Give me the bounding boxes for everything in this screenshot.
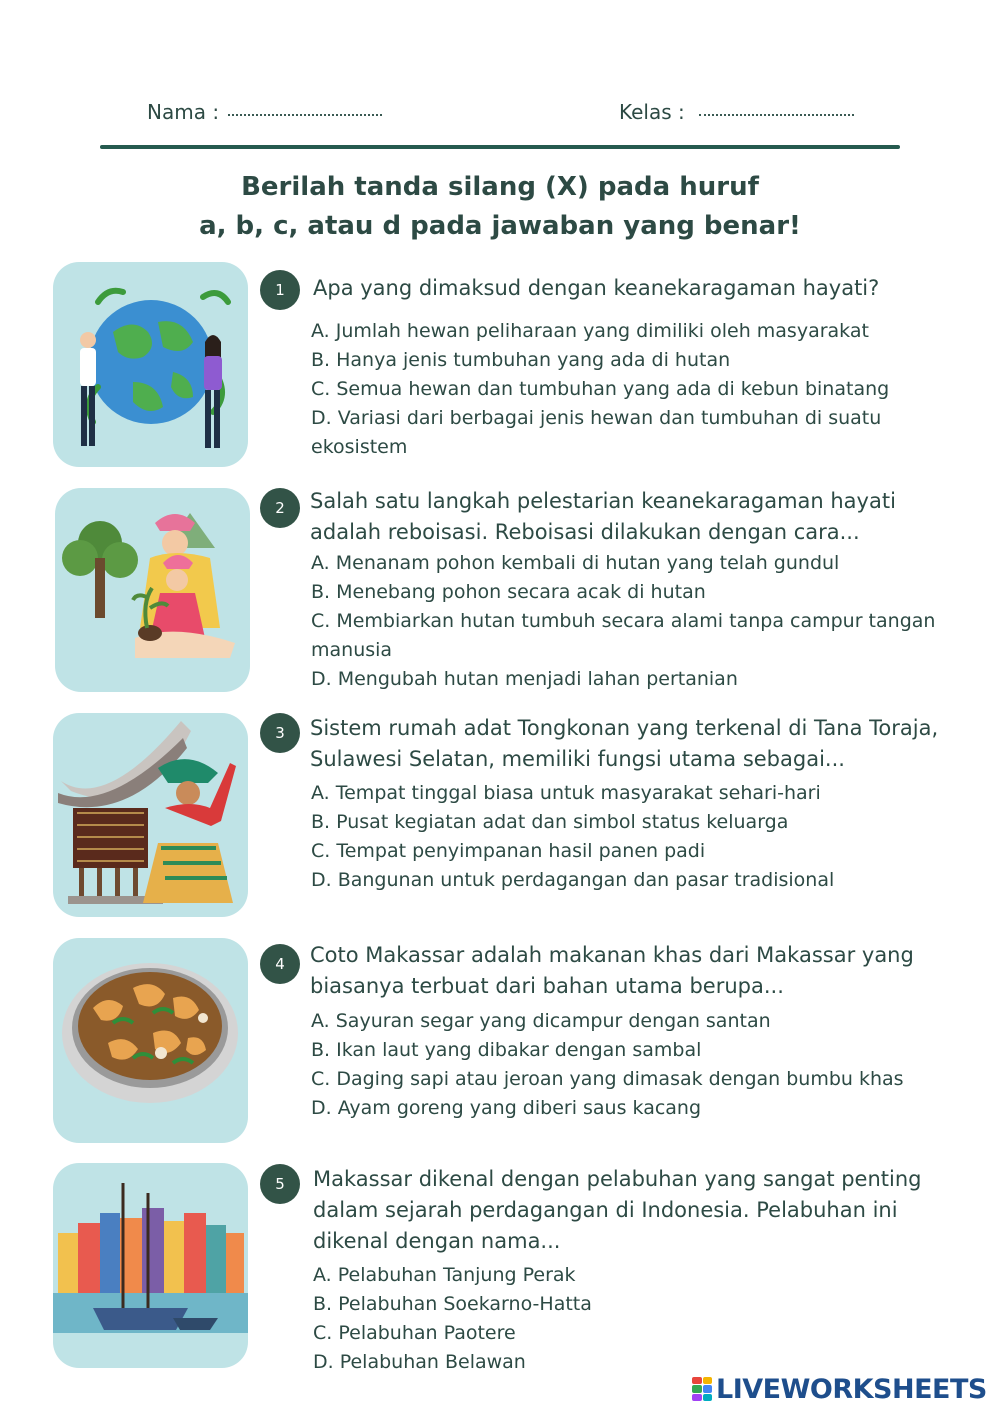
name-label: Nama : — [147, 100, 220, 124]
answer-option-c[interactable]: C. Tempat penyimpanan hasil panen padi — [311, 840, 706, 862]
answer-options — [313, 1261, 953, 1377]
class-blank-line[interactable] — [699, 114, 854, 116]
answer-option-d[interactable]: D. Variasi dari berbagai jenis hewan dan tumbuhan di suatu ekosistem — [311, 407, 882, 458]
answer-option-a[interactable]: A. Sayuran segar yang dicampur dengan santan — [311, 1010, 771, 1032]
answer-option-c[interactable]: C. Semua hewan dan tumbuhan yang ada di kebun binatang — [311, 378, 890, 400]
question-number-badge: 5 — [260, 1164, 300, 1204]
question-text: Coto Makassar adalah makanan khas dari Makassar yang biasanya terbuat dari bahan utama berupa... — [310, 943, 914, 998]
question-number-badge: 3 — [260, 713, 300, 753]
question-text: Salah satu langkah pelestarian keanekaragaman hayati adalah reboisasi. Reboisasi dilakukan dengan cara... — [310, 489, 896, 544]
liveworksheets-logo — [692, 1374, 987, 1404]
answer-option-b[interactable]: B. Menebang pohon secara acak di hutan — [311, 581, 706, 603]
answer-option-d[interactable]: D. Pelabuhan Belawan — [313, 1351, 526, 1373]
question-text: Sistem rumah adat Tongkonan yang terkenal di Tana Toraja, Sulawesi Selatan, memiliki fungsi utama sebagai... — [310, 716, 939, 771]
brand-name: LIVEWORKSHEETS — [716, 1373, 987, 1405]
answer-options — [311, 317, 951, 462]
liveworksheets-mark-icon — [692, 1377, 712, 1401]
answer-option-a[interactable]: A. Tempat tinggal biasa untuk masyarakat sehari-hari — [311, 782, 821, 804]
tongkonan-house-illustration — [53, 713, 248, 917]
answer-option-a[interactable]: A. Jumlah hewan peliharaan yang dimiliki oleh masyarakat — [311, 320, 869, 342]
name-blank-line[interactable] — [228, 114, 382, 116]
student-info-row — [0, 100, 1000, 130]
answer-option-b[interactable]: B. Hanya jenis tumbuhan yang ada di hutan — [311, 349, 731, 371]
question-text: Makassar dikenal dengan pelabuhan yang sangat penting dalam sejarah perdagangan di Indonesia. Pelabuhan ini dikenal dengan nama... — [313, 1167, 922, 1253]
header-divider — [100, 145, 900, 149]
answer-option-a[interactable]: A. Pelabuhan Tanjung Perak — [313, 1264, 576, 1286]
answer-option-b[interactable]: B. Pusat kegiatan adat dan simbol status keluarga — [311, 811, 789, 833]
answer-option-d[interactable]: D. Mengubah hutan menjadi lahan pertanian — [311, 668, 738, 690]
answer-option-d[interactable]: D. Bangunan untuk perdagangan dan pasar tradisional — [311, 869, 835, 891]
answer-option-b[interactable]: B. Pelabuhan Soekarno-Hatta — [313, 1293, 592, 1315]
answer-options — [311, 779, 951, 895]
instructions-line-1: Berilah tanda silang (X) pada huruf — [241, 172, 759, 202]
earth-people-illustration — [53, 262, 248, 467]
question-number-badge: 1 — [260, 270, 300, 310]
answer-option-c[interactable]: C. Daging sapi atau jeroan yang dimasak dengan bumbu khas — [311, 1068, 904, 1090]
class-label: Kelas : — [619, 100, 685, 124]
question-number-badge: 2 — [260, 488, 300, 528]
answer-options — [311, 549, 951, 694]
instructions-line-2: a, b, c, atau d pada jawaban yang benar! — [199, 211, 801, 241]
answer-option-c[interactable]: C. Pelabuhan Paotere — [313, 1322, 516, 1344]
question-text: Apa yang dimaksud dengan keanekaragaman hayati? — [313, 276, 880, 300]
harbor-illustration — [53, 1163, 248, 1368]
answer-option-a[interactable]: A. Menanam pohon kembali di hutan yang telah gundul — [311, 552, 840, 574]
reforestation-illustration — [55, 488, 250, 692]
answer-option-b[interactable]: B. Ikan laut yang dibakar dengan sambal — [311, 1039, 702, 1061]
instructions-heading — [0, 168, 1000, 246]
answer-option-c[interactable]: C. Membiarkan hutan tumbuh secara alami tanpa campur tangan manusia — [311, 610, 936, 661]
question-number-badge: 4 — [260, 944, 300, 984]
answer-option-d[interactable]: D. Ayam goreng yang diberi saus kacang — [311, 1097, 702, 1119]
coto-makassar-bowl-illustration — [53, 938, 248, 1143]
answer-options — [311, 1007, 951, 1123]
